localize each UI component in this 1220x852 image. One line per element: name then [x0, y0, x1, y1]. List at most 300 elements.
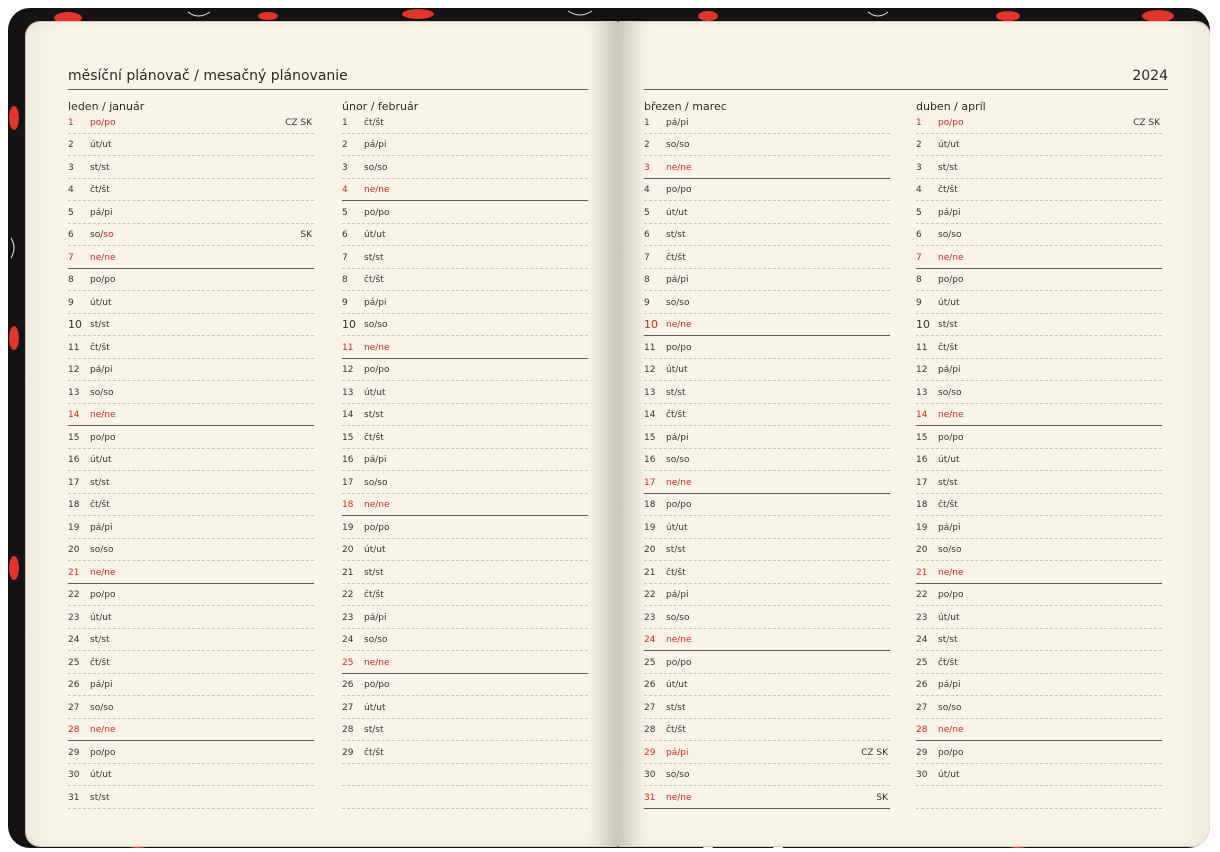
weekday-cz: čt: [938, 185, 947, 195]
weekday-separator: /: [375, 185, 379, 195]
weekday-cz: út: [666, 207, 676, 218]
weekday-separator: /: [375, 207, 379, 218]
weekday-cz: st: [364, 252, 373, 263]
day-row: [68, 246, 314, 269]
day-number: 12: [342, 365, 354, 375]
day-number: 31: [644, 792, 656, 803]
weekday-cz: čt: [90, 342, 99, 353]
weekday-sk: ne: [952, 252, 964, 263]
day-row: [644, 584, 890, 607]
weekday-sk: št: [949, 185, 958, 195]
day-number: 27: [916, 702, 928, 713]
weekday-name: [666, 320, 692, 330]
day-number: 26: [342, 680, 354, 690]
day-row: [644, 606, 890, 629]
weekday-separator: /: [949, 522, 953, 533]
weekday-sk: st: [101, 792, 110, 803]
weekday-separator: /: [949, 725, 953, 735]
weekday-separator: /: [677, 635, 681, 645]
weekday-sk: po: [680, 657, 692, 668]
day-row: [916, 764, 1162, 787]
weekday-separator: /: [949, 207, 953, 218]
weekday-sk: pi: [378, 140, 387, 150]
weekday-separator: /: [677, 590, 681, 600]
weekday-name: [364, 680, 390, 690]
day-number: 3: [68, 162, 74, 173]
weekday-name: [666, 343, 692, 353]
weekday-separator: /: [946, 657, 950, 668]
weekday-separator: /: [674, 387, 678, 398]
day-number: 16: [916, 455, 928, 465]
weekday-sk: pi: [680, 747, 689, 758]
weekday-cz: so: [90, 387, 101, 398]
weekday-separator: /: [676, 770, 680, 780]
day-number: 10: [68, 318, 82, 331]
day-row: [342, 719, 588, 742]
weekday-cz: po: [90, 747, 102, 758]
day-row: [916, 111, 1162, 134]
weekday-name: [666, 410, 686, 420]
day-row: [342, 516, 588, 539]
weekday-cz: út: [938, 297, 948, 308]
day-number: 2: [916, 140, 922, 150]
day-row: [916, 404, 1162, 427]
weekday-sk: št: [949, 500, 958, 510]
day-number: 9: [68, 297, 74, 308]
weekday-cz: po: [666, 342, 678, 353]
weekday-separator: /: [949, 252, 953, 263]
weekday-sk: po: [378, 207, 390, 218]
day-row: [916, 674, 1162, 697]
weekday-cz: čt: [364, 590, 373, 600]
weekday-cz: pá: [90, 365, 102, 375]
day-row: [342, 696, 588, 719]
weekday-name: [666, 770, 689, 780]
day-number: 14: [644, 410, 656, 420]
weekday-sk: št: [677, 252, 686, 263]
weekday-cz: út: [666, 365, 676, 375]
weekday-cz: st: [938, 320, 947, 330]
weekday-separator: /: [677, 792, 681, 803]
day-number: 20: [68, 545, 80, 555]
empty-day-row: [916, 786, 1162, 809]
day-number: 29: [342, 747, 354, 758]
day-number: 14: [342, 410, 354, 420]
day-row: [644, 674, 890, 697]
day-row: [68, 156, 314, 179]
weekday-sk: po: [378, 522, 390, 533]
weekday-name: [90, 658, 110, 668]
weekday-cz: po: [90, 275, 102, 285]
day-row: [644, 314, 890, 337]
day-row: [342, 741, 588, 764]
weekday-cz: po: [666, 657, 678, 668]
weekday-name: [90, 523, 113, 533]
weekday-name: [666, 613, 689, 623]
weekday-separator: /: [373, 387, 377, 398]
weekday-sk: st: [949, 635, 958, 645]
weekday-cz: po: [90, 117, 102, 128]
weekday-cz: st: [938, 635, 947, 645]
weekday-name: [364, 455, 387, 465]
weekday-sk: so: [679, 770, 690, 780]
day-number: 1: [342, 117, 348, 128]
weekday-name: [666, 433, 689, 443]
weekday-sk: ne: [680, 320, 692, 330]
weekday-cz: po: [938, 275, 950, 285]
weekday-separator: /: [98, 185, 102, 195]
weekday-cz: pá: [90, 522, 102, 533]
day-number: 11: [644, 342, 656, 353]
holiday-note: CZ SK: [1133, 117, 1160, 128]
day-number: 5: [342, 207, 348, 218]
weekday-cz: pá: [938, 680, 950, 690]
weekday-cz: pá: [938, 365, 950, 375]
day-row: [68, 561, 314, 584]
weekday-separator: /: [99, 297, 103, 308]
day-row: [916, 201, 1162, 224]
weekday-cz: ne: [666, 320, 678, 330]
weekday-sk: pi: [378, 455, 387, 465]
day-row: [644, 246, 890, 269]
weekday-separator: /: [375, 522, 379, 533]
weekday-separator: /: [948, 387, 952, 398]
weekday-name: [364, 703, 386, 713]
day-row: [342, 381, 588, 404]
day-row: [644, 516, 890, 539]
day-number: 22: [644, 590, 656, 600]
weekday-name: [364, 253, 383, 263]
weekday-name: [90, 275, 116, 285]
day-number: 16: [68, 455, 80, 465]
weekday-name: [90, 388, 113, 398]
day-row: [342, 426, 588, 449]
weekday-cz: ne: [938, 252, 950, 263]
weekday-name: [666, 365, 688, 375]
weekday-cz: út: [938, 770, 948, 780]
weekday-sk: ne: [104, 725, 116, 735]
weekday-sk: št: [375, 117, 384, 128]
day-number: 3: [916, 162, 922, 173]
day-number: 11: [916, 342, 928, 353]
weekday-sk: ut: [950, 770, 960, 780]
weekday-name: [364, 163, 387, 173]
weekday-separator: /: [101, 522, 105, 533]
weekday-name: [90, 680, 113, 690]
weekday-name: [90, 253, 116, 263]
weekday-cz: čt: [90, 500, 99, 510]
weekday-name: [666, 568, 686, 578]
title-rule: [644, 89, 1168, 90]
weekday-separator: /: [375, 657, 379, 668]
weekday-sk: st: [375, 567, 384, 578]
weekday-name: [364, 410, 383, 420]
weekday-separator: /: [375, 297, 379, 308]
weekday-sk: so: [679, 297, 690, 308]
day-row: [644, 449, 890, 472]
day-row: [644, 111, 890, 134]
weekday-name: [90, 455, 112, 465]
weekday-cz: út: [938, 612, 948, 623]
weekday-cz: so: [666, 612, 677, 623]
weekday-cz: st: [364, 567, 373, 578]
weekday-cz: st: [938, 477, 947, 488]
weekday-name: [364, 500, 390, 510]
weekday-sk: st: [101, 162, 110, 173]
weekday-sk: ne: [680, 477, 692, 488]
weekday-cz: pá: [666, 275, 678, 285]
weekday-name: [938, 635, 957, 645]
weekday-name: [666, 388, 685, 398]
day-number: 9: [644, 297, 650, 308]
weekday-cz: čt: [938, 342, 947, 353]
weekday-separator: /: [677, 162, 681, 173]
weekday-sk: po: [378, 680, 390, 690]
weekday-sk: po: [680, 500, 692, 510]
weekday-separator: /: [373, 230, 377, 240]
weekday-cz: st: [666, 545, 675, 555]
weekday-cz: so: [938, 387, 949, 398]
weekday-sk: so: [377, 320, 388, 330]
weekday-cz: ne: [938, 567, 950, 578]
weekday-name: [666, 500, 692, 510]
day-number: 17: [916, 477, 928, 488]
weekday-name: [666, 478, 692, 488]
weekday-cz: pá: [364, 297, 376, 308]
weekday-sk: pi: [680, 117, 689, 128]
month-title: březen / marec: [644, 100, 727, 113]
weekday-cz: po: [364, 522, 376, 533]
weekday-sk: pi: [952, 680, 961, 690]
weekday-name: [90, 635, 109, 645]
weekday-name: [364, 388, 386, 398]
weekday-separator: /: [675, 207, 679, 218]
day-row: [342, 674, 588, 697]
weekday-name: [938, 253, 964, 263]
weekday-separator: /: [674, 725, 678, 735]
weekday-sk: ne: [680, 792, 692, 803]
day-row: [68, 336, 314, 359]
weekday-name: [666, 140, 689, 150]
weekday-name: [364, 613, 387, 623]
left-page: [26, 22, 618, 846]
weekday-name: [90, 410, 116, 420]
page-title: měsíční plánovač / mesačný plánovanie: [68, 68, 348, 84]
day-row: [644, 494, 890, 517]
weekday-separator: /: [374, 477, 378, 488]
weekday-sk: so: [679, 140, 690, 150]
day-row: [916, 359, 1162, 382]
weekday-separator: /: [99, 455, 103, 465]
day-row: [916, 719, 1162, 742]
weekday-separator: /: [100, 545, 104, 555]
weekday-name: [90, 433, 116, 443]
weekday-cz: so: [666, 297, 677, 308]
day-row: [916, 156, 1162, 179]
day-number: 8: [916, 275, 922, 285]
day-number: 6: [342, 230, 348, 240]
weekday-separator: /: [677, 500, 681, 510]
weekday-sk: so: [377, 635, 388, 645]
day-row: [916, 381, 1162, 404]
weekday-name: [938, 185, 958, 195]
weekday-cz: so: [90, 545, 101, 555]
weekday-cz: po: [666, 185, 678, 195]
weekday-name: [666, 253, 686, 263]
weekday-cz: st: [666, 230, 675, 240]
weekday-sk: ne: [378, 342, 390, 353]
day-number: 25: [644, 657, 656, 668]
weekday-separator: /: [100, 387, 104, 398]
weekday-separator: /: [677, 117, 681, 128]
weekday-cz: út: [666, 522, 676, 533]
weekday-sk: ne: [952, 410, 964, 420]
weekday-name: [938, 275, 964, 285]
weekday-separator: /: [677, 320, 681, 330]
weekday-separator: /: [372, 117, 376, 128]
weekday-name: [938, 163, 957, 173]
weekday-sk: št: [375, 590, 384, 600]
weekday-sk: so: [103, 387, 114, 398]
weekday-name: [364, 208, 390, 218]
weekday-sk: pi: [378, 612, 387, 623]
weekday-sk: ne: [104, 252, 116, 263]
weekday-name: [364, 433, 384, 443]
day-number: 9: [916, 297, 922, 308]
day-row: [644, 786, 890, 809]
day-number: 2: [68, 140, 74, 150]
weekday-name: [666, 185, 692, 195]
day-number: 25: [916, 657, 928, 668]
day-number: 12: [916, 365, 928, 375]
weekday-sk: st: [375, 252, 384, 263]
weekday-name: [666, 455, 689, 465]
weekday-separator: /: [676, 140, 680, 150]
weekday-separator: /: [372, 725, 376, 735]
day-number: 13: [68, 387, 80, 398]
weekday-separator: /: [101, 680, 105, 690]
day-number: 24: [342, 635, 354, 645]
planner-cover: [8, 8, 1210, 848]
day-row: [916, 471, 1162, 494]
weekday-cz: út: [938, 140, 948, 150]
weekday-separator: /: [374, 320, 378, 330]
weekday-separator: /: [677, 747, 681, 758]
weekday-cz: čt: [666, 252, 675, 263]
day-number: 28: [916, 725, 928, 735]
weekday-cz: so: [938, 230, 949, 240]
weekday-cz: ne: [666, 477, 678, 488]
day-row: [916, 539, 1162, 562]
day-row: [916, 561, 1162, 584]
weekday-separator: /: [100, 230, 104, 240]
weekday-name: [364, 590, 384, 600]
day-number: 17: [68, 477, 80, 488]
weekday-sk: pi: [378, 297, 387, 308]
day-number: 3: [342, 162, 348, 173]
day-number: 18: [68, 500, 80, 510]
day-row: [342, 606, 588, 629]
day-row: [916, 494, 1162, 517]
weekday-name: [90, 590, 116, 600]
day-number: 4: [68, 185, 74, 195]
day-number: 22: [916, 590, 928, 600]
day-row: [644, 201, 890, 224]
day-number: 22: [68, 590, 80, 600]
weekday-name: [90, 725, 116, 735]
weekday-sk: so: [951, 702, 962, 713]
weekday-sk: ne: [104, 410, 116, 420]
weekday-sk: st: [375, 725, 384, 735]
day-row: [342, 156, 588, 179]
day-row: [342, 224, 588, 247]
weekday-separator: /: [676, 455, 680, 465]
weekday-sk: po: [952, 590, 964, 600]
weekday-cz: po: [938, 117, 950, 128]
weekday-separator: /: [98, 635, 102, 645]
weekday-sk: št: [375, 275, 384, 285]
weekday-separator: /: [948, 545, 952, 555]
weekday-separator: /: [948, 230, 952, 240]
day-row: [68, 359, 314, 382]
weekday-separator: /: [372, 590, 376, 600]
weekday-sk: št: [677, 567, 686, 578]
weekday-separator: /: [375, 365, 379, 375]
weekday-sk: st: [949, 477, 958, 488]
weekday-separator: /: [375, 680, 379, 690]
day-number: 12: [644, 365, 656, 375]
weekday-separator: /: [947, 140, 951, 150]
day-row: [916, 179, 1162, 202]
weekday-separator: /: [98, 320, 102, 330]
weekday-sk: pi: [104, 680, 113, 690]
day-number: 17: [342, 477, 354, 488]
day-row: [644, 651, 890, 674]
weekday-name: [938, 500, 958, 510]
weekday-name: [364, 478, 387, 488]
weekday-cz: čt: [90, 185, 99, 195]
day-number: 8: [68, 275, 74, 285]
weekday-name: [938, 748, 964, 758]
day-row: [68, 674, 314, 697]
weekday-sk: po: [104, 432, 116, 443]
weekday-name: [938, 455, 960, 465]
day-number: 5: [644, 207, 650, 218]
weekday-name: [90, 478, 109, 488]
weekday-name: [666, 298, 689, 308]
day-number: 29: [644, 747, 656, 758]
day-number: 30: [644, 770, 656, 780]
weekday-name: [90, 793, 109, 803]
day-number: 13: [916, 387, 928, 398]
weekday-cz: so: [364, 320, 375, 330]
day-row: [916, 741, 1162, 764]
day-number: 8: [342, 275, 348, 285]
weekday-sk: pi: [680, 275, 689, 285]
weekday-sk: st: [949, 162, 958, 173]
day-number: 26: [68, 680, 80, 690]
weekday-separator: /: [98, 500, 102, 510]
weekday-separator: /: [947, 297, 951, 308]
day-row: [644, 741, 890, 764]
weekday-cz: čt: [938, 657, 947, 668]
day-number: 14: [68, 410, 80, 420]
day-number: 5: [916, 207, 922, 218]
weekday-separator: /: [101, 252, 105, 263]
day-number: 21: [342, 567, 354, 578]
weekday-sk: ne: [680, 635, 692, 645]
weekday-name: [364, 365, 390, 375]
